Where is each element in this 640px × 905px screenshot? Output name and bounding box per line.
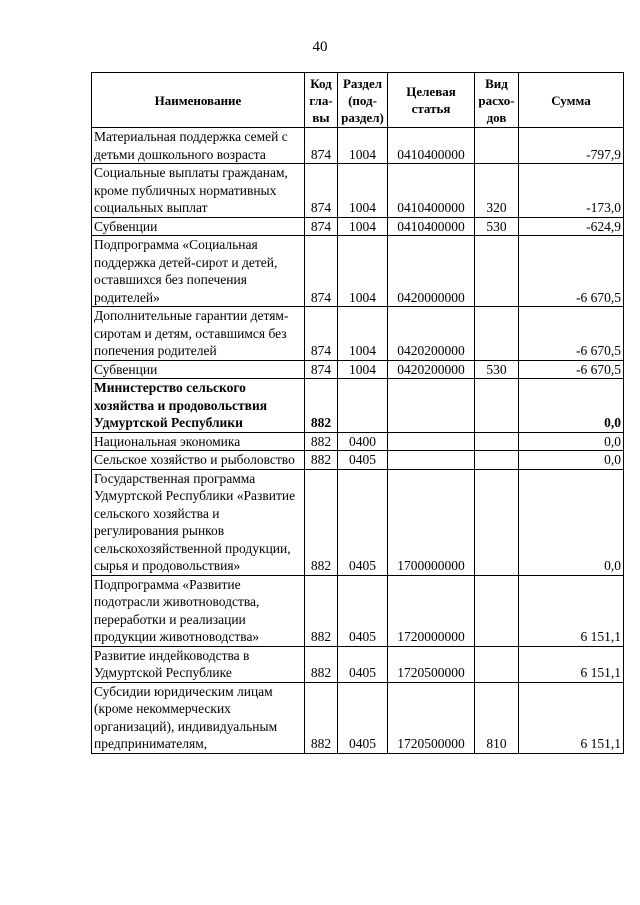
table-row [92,451,624,470]
cell-section: 1004 [338,217,388,236]
cell-name: Материальная поддержка семей с детьми дошкольного возраста [92,128,305,164]
cell-name: Социальные выплаты гражданам, кроме публичных нормативных социальных выплат [92,164,305,218]
cell-section: 0405 [338,682,388,753]
cell-sum: 6 151,1 [519,575,624,646]
table-row [92,128,624,164]
cell-sum: 0,0 [519,379,624,433]
table-row [92,360,624,379]
cell-code: 882 [305,682,338,753]
cell-sum: 6 151,1 [519,646,624,682]
cell-name: Дополнительные гарантии детям-сиротам и детям, оставшимся без попечения родителей [92,307,305,361]
cell-name: Подпрограмма «Развитие подотрасли животноводства, переработки и реализации продукции животноводства» [92,575,305,646]
cell-name: Развитие индейководства в Удмуртской Республике [92,646,305,682]
cell-section [338,379,388,433]
cell-sum: 0,0 [519,432,624,451]
cell-section: 1004 [338,128,388,164]
cell-expense-type [475,432,519,451]
cell-section: 0405 [338,575,388,646]
cell-section: 1004 [338,236,388,307]
table-row [92,379,624,433]
cell-code: 874 [305,236,338,307]
cell-article: 0420200000 [388,360,475,379]
page-number: 40 [312,39,328,55]
table-row [92,217,624,236]
cell-expense-type [475,128,519,164]
cell-section: 1004 [338,360,388,379]
cell-expense-type: 530 [475,360,519,379]
cell-expense-type: 810 [475,682,519,753]
cell-code: 882 [305,646,338,682]
cell-section: 1004 [338,164,388,218]
table-header-row [92,73,624,128]
cell-code: 882 [305,451,338,470]
table-row [92,646,624,682]
table-row [92,236,624,307]
cell-section: 0400 [338,432,388,451]
cell-expense-type [475,236,519,307]
table-row [92,575,624,646]
cell-name: Субсидии юридическим лицам (кроме некоммерческих организаций), индивидуальным предпринимателям, [92,682,305,753]
cell-name: Сельское хозяйство и рыболовство [92,451,305,470]
cell-name: Государственная программа Удмуртской Республики «Развитие сельского хозяйства и регулирования рынков сельскохозяйственной продукции, сырья и продовольствия» [92,469,305,575]
cell-sum: 0,0 [519,469,624,575]
table-body [92,128,624,754]
cell-code: 874 [305,164,338,218]
cell-sum: 0,0 [519,451,624,470]
cell-name: Субвенции [92,217,305,236]
table-row [92,469,624,575]
cell-code: 874 [305,128,338,164]
cell-sum: -797,9 [519,128,624,164]
cell-name: Подпрограмма «Социальная поддержка детей-сирот и детей, оставшихся без попечения родителей» [92,236,305,307]
header-code: Код гла-вы [305,73,338,128]
table-row [92,682,624,753]
cell-article: 1700000000 [388,469,475,575]
cell-name: Министерство сельского хозяйства и продовольствия Удмуртской Республики [92,379,305,433]
cell-expense-type [475,379,519,433]
cell-article: 1720500000 [388,682,475,753]
cell-code: 874 [305,360,338,379]
header-section: Раздел (под-раздел) [338,73,388,128]
cell-article: 0410400000 [388,128,475,164]
cell-article: 0410400000 [388,164,475,218]
cell-expense-type [475,646,519,682]
cell-sum: -6 670,5 [519,360,624,379]
cell-code: 882 [305,575,338,646]
cell-article [388,451,475,470]
cell-article: 1720000000 [388,575,475,646]
budget-table [91,72,624,754]
cell-article: 0410400000 [388,217,475,236]
cell-section: 0405 [338,646,388,682]
cell-article [388,379,475,433]
cell-expense-type [475,469,519,575]
cell-expense-type: 320 [475,164,519,218]
cell-code: 882 [305,432,338,451]
cell-expense-type [475,451,519,470]
cell-name: Национальная экономика [92,432,305,451]
table-row [92,164,624,218]
cell-code: 882 [305,469,338,575]
cell-sum: -6 670,5 [519,236,624,307]
cell-section: 1004 [338,307,388,361]
cell-article: 1720500000 [388,646,475,682]
cell-section: 0405 [338,451,388,470]
cell-sum: -6 670,5 [519,307,624,361]
table-row [92,307,624,361]
header-expense-type: Вид расхо-дов [475,73,519,128]
cell-expense-type [475,307,519,361]
cell-code: 874 [305,307,338,361]
cell-sum: 6 151,1 [519,682,624,753]
cell-sum: -173,0 [519,164,624,218]
cell-expense-type: 530 [475,217,519,236]
header-sum: Сумма [519,73,624,128]
table-row [92,432,624,451]
cell-code: 874 [305,217,338,236]
cell-expense-type [475,575,519,646]
cell-section: 0405 [338,469,388,575]
cell-article: 0420200000 [388,307,475,361]
cell-sum: -624,9 [519,217,624,236]
cell-article [388,432,475,451]
header-name: Наименование [92,73,305,128]
cell-name: Субвенции [92,360,305,379]
header-article: Целевая статья [388,73,475,128]
cell-article: 0420000000 [388,236,475,307]
cell-code: 882 [305,379,338,433]
